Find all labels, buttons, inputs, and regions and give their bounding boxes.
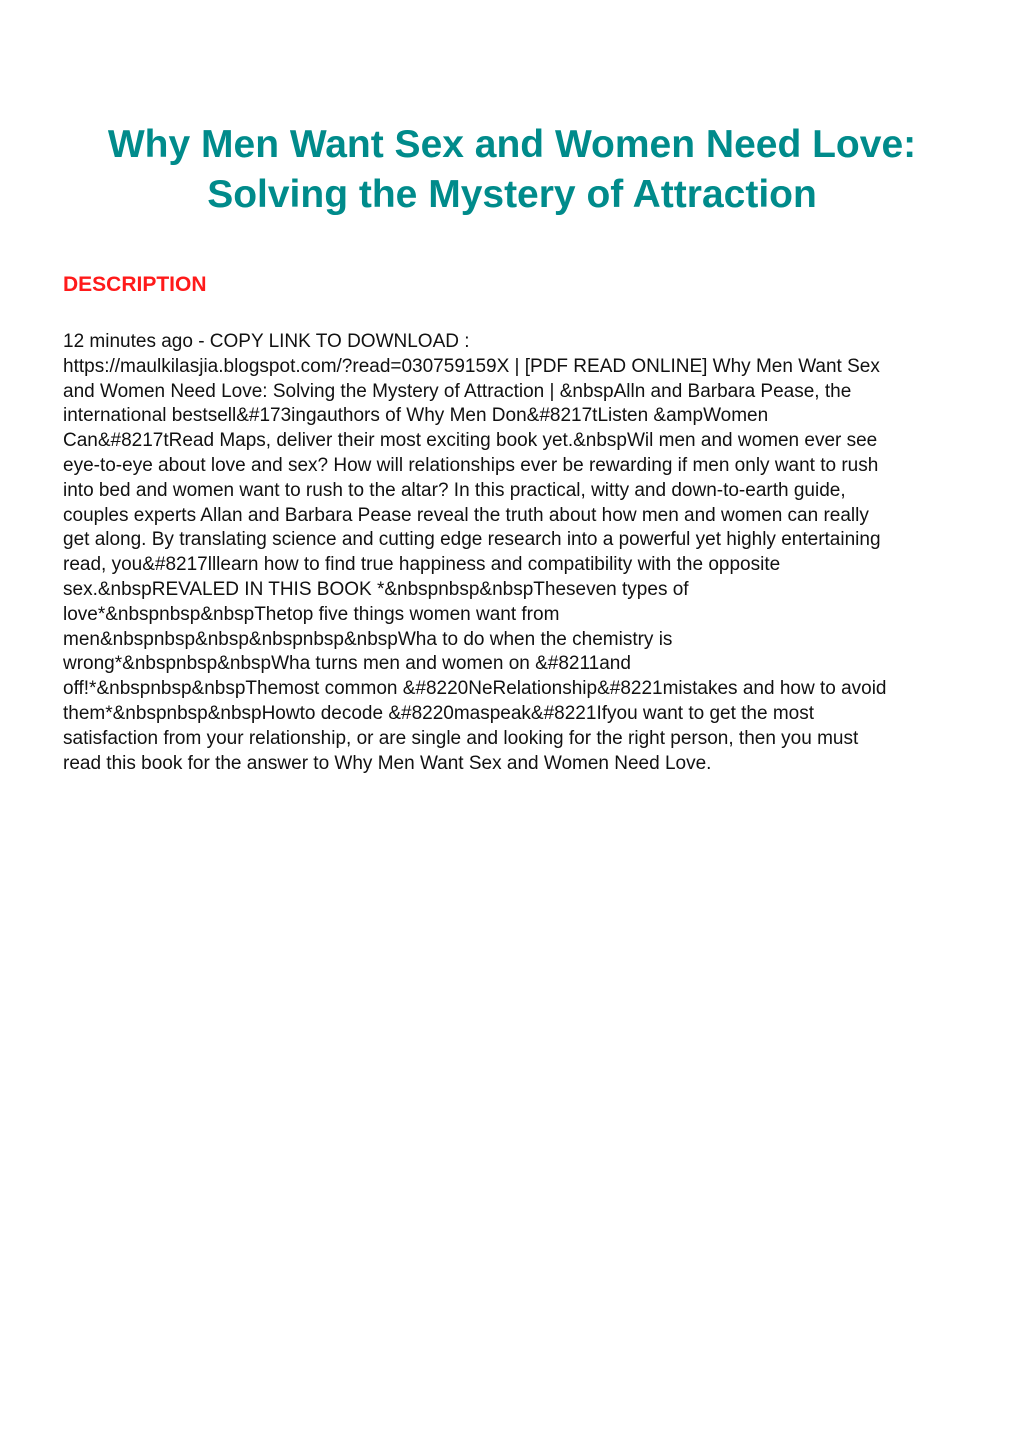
description-line: sex.&nbspREVALED IN THIS BOOK *&nbspnbsp&nbspTheseven types of	[63, 578, 689, 600]
description-line: couples experts Allan and Barbara Pease reveal the truth about how men and women can really	[63, 504, 869, 526]
description-line: wrong*&nbspnbsp&nbspWha turns men and women on &#8211and	[63, 653, 631, 675]
description-line: off!*&nbspnbsp&nbspThemost common &#8220NeRelationship&#8221mistakes and how to avoid	[63, 678, 887, 700]
description-heading: DESCRIPTION	[63, 273, 207, 296]
description-line: eye-to-eye about love and sex? How will relationships ever be rewarding if men only want to rush	[63, 454, 879, 476]
description-body	[63, 330, 968, 776]
description-line: men&nbspnbsp&nbsp&nbspnbsp&nbspWha to do when the chemistry is	[63, 628, 673, 650]
description-line: love*&nbspnbsp&nbspThetop five things women want from	[63, 603, 560, 625]
description-line: satisfaction from your relationship, or are single and looking for the right person, then you must	[63, 727, 859, 749]
title-line-1: Why Men Want Sex and Women Need Love:	[107, 123, 917, 166]
description-line: international bestsell&#173ingauthors of Why Men Don&#8217tListen &ampWomen	[63, 405, 769, 427]
description-line: them*&nbspnbsp&nbspHowto decode &#8220maspeak&#8221Ifyou want to get the most	[63, 702, 815, 724]
description-line: 12 minutes ago - COPY LINK TO DOWNLOAD :	[63, 331, 470, 352]
description-line: read, you&#8217lllearn how to find true happiness and compatibility with the opposite	[63, 554, 781, 576]
document-title	[40, 120, 984, 220]
description-line: read this book for the answer to Why Men Want Sex and Women Need Love.	[63, 752, 712, 774]
description-line: and Women Need Love: Solving the Mystery of Attraction | &nbspAlln and Barbara Pease, the	[63, 380, 852, 402]
description-line: https://maulkilasjia.blogspot.com/?read=030759159X | [PDF READ ONLINE] Why Men Want Sex	[63, 355, 880, 377]
title-line-2: Solving the Mystery of Attraction	[207, 173, 817, 216]
description-line: Can&#8217tRead Maps, deliver their most exciting book yet.&nbspWil men and women ever see	[63, 430, 878, 452]
description-line: into bed and women want to rush to the altar? In this practical, witty and down-to-earth guide,	[63, 479, 846, 501]
description-line: get along. By translating science and cutting edge research into a powerful yet highly entertaining	[63, 529, 881, 551]
